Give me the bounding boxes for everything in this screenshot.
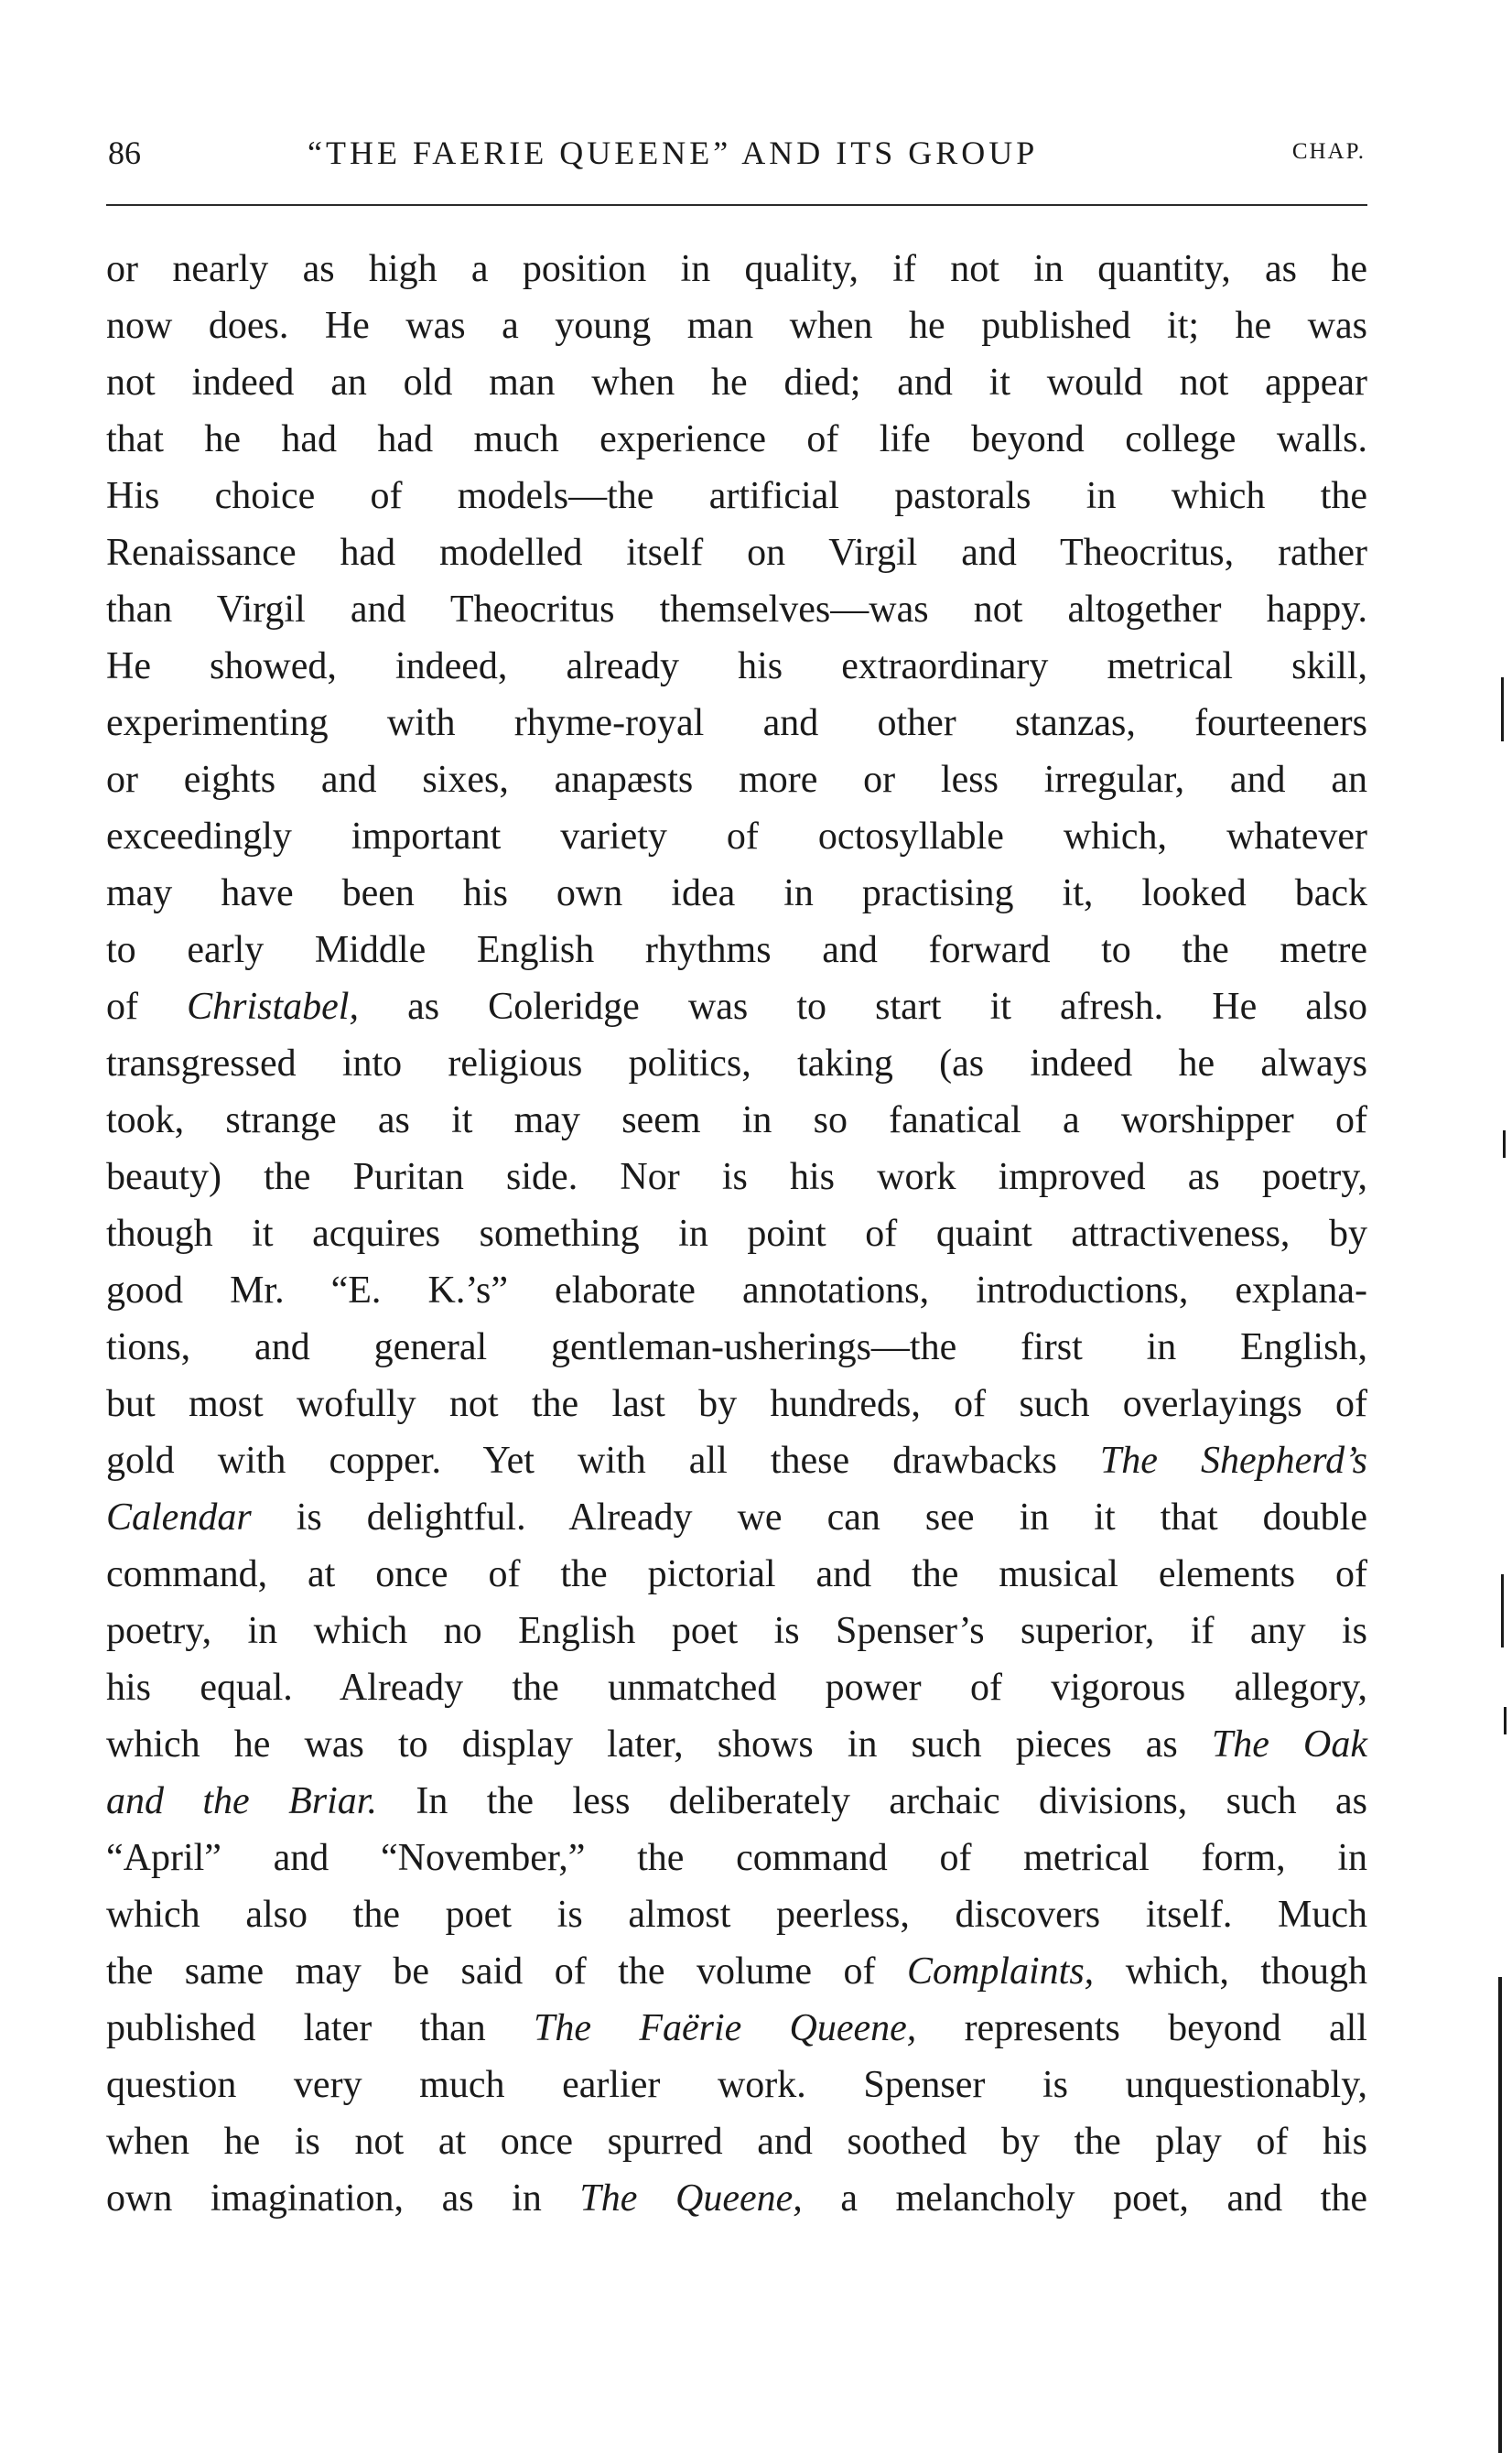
italic-title: The Oak xyxy=(1211,1723,1367,1766)
text-line xyxy=(106,2113,1367,2170)
text-line xyxy=(106,1886,1367,1943)
text-line xyxy=(106,808,1367,865)
scan-edge-mark xyxy=(1501,677,1504,741)
text-line xyxy=(106,1546,1367,1603)
text-segment: is delightful. Already we can see in it that double xyxy=(251,1496,1367,1539)
text-segment: experimenting with rhyme-royal and other stanzas, fourteeners xyxy=(106,702,1367,744)
running-title: “THE FAERIE QUEENE” AND ITS GROUP xyxy=(308,135,1039,171)
text-segment: exceedingly important variety of octosyllable which, whatever xyxy=(106,816,1367,858)
text-segment: published later than xyxy=(106,2007,535,2049)
text-line xyxy=(106,241,1367,297)
text-line xyxy=(106,1773,1367,1830)
page-header xyxy=(108,134,1366,189)
text-line xyxy=(106,581,1367,638)
text-segment: the same may be said of the volume of xyxy=(106,1950,907,1993)
text-segment: which also the poet is almost peerless, discovers itself. Much xyxy=(106,1894,1367,1936)
text-line xyxy=(106,1376,1367,1432)
scan-edge-mark xyxy=(1504,1707,1507,1734)
text-segment: as Coleridge was to start it afresh. He also xyxy=(358,986,1367,1028)
text-line xyxy=(106,1716,1367,1773)
text-segment: transgressed into religious politics, taking (as indeed he always xyxy=(106,1042,1367,1085)
text-segment: His choice of models—the artificial pastorals in which the xyxy=(106,475,1367,517)
italic-title: The Shepherd’s xyxy=(1099,1440,1367,1482)
text-line xyxy=(106,978,1367,1035)
header-rule xyxy=(106,204,1367,206)
text-segment: took, strange as it may seem in so fanatical a worshipper of xyxy=(106,1099,1367,1141)
text-segment: poetry, in which no English poet is Spenser’s superior, if any is xyxy=(106,1610,1367,1652)
text-segment: He showed, indeed, already his extraordinary metrical skill, xyxy=(106,645,1367,687)
text-line xyxy=(106,1319,1367,1376)
text-line xyxy=(106,638,1367,695)
text-line xyxy=(106,922,1367,978)
text-line xyxy=(106,524,1367,581)
text-segment: which he was to display later, shows in such pieces as xyxy=(106,1723,1212,1766)
chapter-label: CHAP. xyxy=(1291,139,1366,164)
text-line xyxy=(106,1035,1367,1092)
text-line xyxy=(106,1432,1367,1489)
text-line xyxy=(106,695,1367,751)
text-segment: which, though xyxy=(1094,1950,1367,1993)
text-segment: to early Middle English rhythms and forward to the metre xyxy=(106,929,1367,971)
scan-edge-mark xyxy=(1501,1574,1504,1647)
text-segment: a melancholy poet, and the xyxy=(802,2177,1367,2220)
text-line xyxy=(106,1943,1367,2000)
text-line xyxy=(106,297,1367,354)
text-segment: of xyxy=(106,986,188,1028)
body-text xyxy=(106,241,1367,2227)
italic-title: Complaints, xyxy=(906,1950,1095,1993)
text-segment: tions, and general gentleman-usherings—the first in English, xyxy=(106,1326,1367,1368)
text-segment: than Virgil and Theocritus themselves—was not altogether happy. xyxy=(106,589,1367,631)
text-segment: gold with copper. Yet with all these drawbacks xyxy=(106,1440,1100,1482)
text-line xyxy=(106,2000,1367,2057)
italic-title: The Queene, xyxy=(579,2177,803,2220)
text-line xyxy=(106,1659,1367,1716)
text-line xyxy=(106,2170,1367,2227)
text-line xyxy=(106,1262,1367,1319)
scan-edge-mark xyxy=(1503,1130,1506,1158)
text-line xyxy=(106,468,1367,524)
text-line xyxy=(106,2057,1367,2113)
italic-title: and the Briar. xyxy=(106,1780,377,1822)
text-segment: when he is not at once spurred and soothed by the play of his xyxy=(106,2121,1367,2163)
text-segment: that he had had much experience of life beyond college walls. xyxy=(106,418,1367,460)
text-segment: now does. He was a young man when he published it; he was xyxy=(106,305,1367,347)
text-segment: may have been his own idea in practising it, looked back xyxy=(106,872,1367,914)
italic-title: Calendar xyxy=(106,1496,252,1539)
text-line xyxy=(106,354,1367,411)
scan-edge-mark xyxy=(1498,1977,1502,2453)
text-line xyxy=(106,1149,1367,1205)
text-line xyxy=(106,1603,1367,1659)
text-segment: beauty) the Puritan side. Nor is his work improved as poetry, xyxy=(106,1156,1367,1198)
text-segment: but most wofully not the last by hundreds, of such overlayings of xyxy=(106,1383,1367,1425)
text-line xyxy=(106,1205,1367,1262)
text-segment: or nearly as high a position in quality, if not in quantity, as he xyxy=(106,248,1367,290)
text-line xyxy=(106,865,1367,922)
text-segment: not indeed an old man when he died; and it would not appear xyxy=(106,362,1367,404)
text-segment: or eights and sixes, anapæsts more or less irregular, and an xyxy=(106,759,1367,801)
text-line xyxy=(106,1092,1367,1149)
text-line xyxy=(106,411,1367,468)
italic-title: Christabel, xyxy=(187,986,359,1028)
text-line xyxy=(106,751,1367,808)
text-segment: own imagination, as in xyxy=(106,2177,580,2220)
text-segment: good Mr. “E. K.’s” elaborate annotations, introductions, explana- xyxy=(106,1269,1367,1312)
text-line xyxy=(106,1830,1367,1886)
text-segment: command, at once of the pictorial and the musical elements of xyxy=(106,1553,1367,1595)
text-segment: question very much earlier work. Spenser is unquestionably, xyxy=(106,2064,1367,2106)
text-segment: “April” and “November,” the command of metrical form, in xyxy=(106,1837,1367,1879)
text-segment: represents beyond all xyxy=(916,2007,1367,2049)
text-segment: Renaissance had modelled itself on Virgil and Theocritus, rather xyxy=(106,532,1367,574)
italic-title: The Faërie Queene, xyxy=(534,2007,917,2049)
text-line xyxy=(106,1489,1367,1546)
text-segment: though it acquires something in point of quaint attractiveness, by xyxy=(106,1213,1367,1255)
text-segment: his equal. Already the unmatched power of vigorous allegory, xyxy=(106,1667,1367,1709)
text-segment: In the less deliberately archaic divisions, such as xyxy=(376,1780,1367,1822)
page-number: 86 xyxy=(108,135,141,171)
